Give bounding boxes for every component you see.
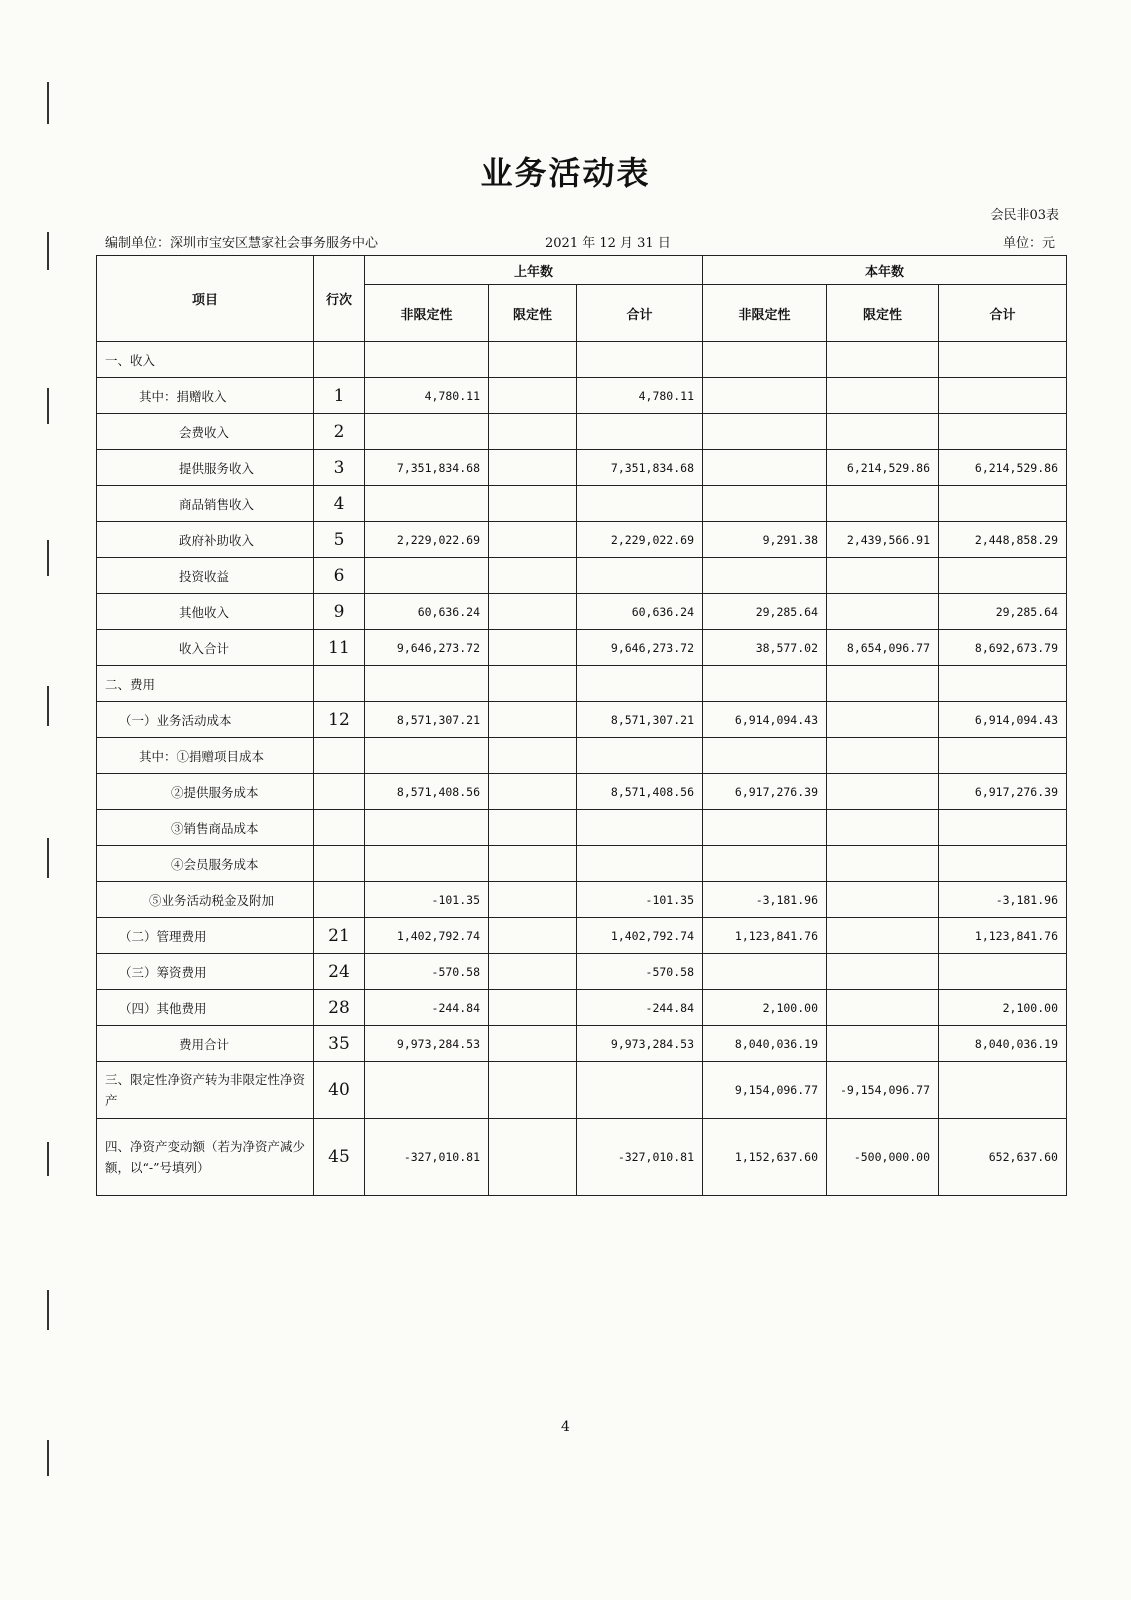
table-row: [97, 594, 1067, 630]
cell-prev-restricted: [489, 1119, 577, 1196]
cell-curr-unrestricted: 2,100.00: [703, 990, 827, 1026]
cell-curr-unrestricted: 29,285.64: [703, 594, 827, 630]
row-label: 其他收入: [97, 594, 314, 630]
row-line-number: 24: [314, 954, 365, 990]
row-label: 提供服务收入: [97, 450, 314, 486]
cell-curr-restricted: 2,439,566.91: [827, 522, 939, 558]
cell-prev-unrestricted: 2,229,022.69: [365, 522, 489, 558]
cell-curr-total: 6,914,094.43: [939, 702, 1067, 738]
cell-curr-total: [939, 846, 1067, 882]
cell-prev-unrestricted: [365, 342, 489, 378]
cell-curr-total: 2,100.00: [939, 990, 1067, 1026]
cell-curr-unrestricted: -3,181.96: [703, 882, 827, 918]
cell-prev-unrestricted: 9,646,273.72: [365, 630, 489, 666]
cell-prev-total: 7,351,834.68: [577, 450, 703, 486]
cell-prev-total: 8,571,408.56: [577, 774, 703, 810]
header-prev-total: 合计: [577, 285, 703, 342]
cell-curr-total: -3,181.96: [939, 882, 1067, 918]
cell-prev-restricted: [489, 666, 577, 702]
header-curr-restricted: 限定性: [827, 285, 939, 342]
currency-unit: 单位：元: [1002, 236, 1055, 251]
cell-prev-restricted: [489, 1062, 577, 1119]
row-line-number: [314, 846, 365, 882]
cell-curr-unrestricted: 9,154,096.77: [703, 1062, 827, 1119]
cell-curr-unrestricted: 1,152,637.60: [703, 1119, 827, 1196]
row-line-number: [314, 666, 365, 702]
cell-prev-unrestricted: [365, 666, 489, 702]
cell-prev-total: [577, 846, 703, 882]
cell-curr-total: [939, 378, 1067, 414]
cell-prev-total: 1,402,792.74: [577, 918, 703, 954]
preparing-organization: 编制单位：深圳市宝安区慧家社会事务服务中心: [105, 236, 379, 251]
table-row: [97, 558, 1067, 594]
table-row: [97, 810, 1067, 846]
meta-row: [105, 232, 1055, 250]
cell-curr-total: 6,214,529.86: [939, 450, 1067, 486]
cell-prev-restricted: [489, 774, 577, 810]
cell-prev-unrestricted: 9,973,284.53: [365, 1026, 489, 1062]
cell-prev-restricted: [489, 918, 577, 954]
row-line-number: 5: [314, 522, 365, 558]
row-line-number: 9: [314, 594, 365, 630]
table-row: [97, 918, 1067, 954]
report-date: 2021 年 12 月 31 日: [545, 236, 671, 251]
cell-curr-total: 8,040,036.19: [939, 1026, 1067, 1062]
cell-prev-total: 8,571,307.21: [577, 702, 703, 738]
cell-curr-total: [939, 954, 1067, 990]
header-prev-year: 上年数: [365, 256, 703, 285]
cell-prev-restricted: [489, 594, 577, 630]
cell-curr-total: [939, 486, 1067, 522]
page-number: 4: [561, 1419, 570, 1435]
scan-mark: [47, 82, 49, 124]
cell-curr-restricted: 8,654,096.77: [827, 630, 939, 666]
cell-curr-total: [939, 342, 1067, 378]
cell-curr-restricted: [827, 1026, 939, 1062]
cell-curr-restricted: -500,000.00: [827, 1119, 939, 1196]
row-label: 费用合计: [97, 1026, 314, 1062]
row-label: 四、净资产变动额（若为净资产减少额，以“-”号填列）: [97, 1119, 314, 1196]
cell-curr-restricted: [827, 918, 939, 954]
table-row: [97, 702, 1067, 738]
row-line-number: 35: [314, 1026, 365, 1062]
row-label: ②提供服务成本: [97, 774, 314, 810]
row-label: 会费收入: [97, 414, 314, 450]
cell-prev-unrestricted: -244.84: [365, 990, 489, 1026]
cell-curr-unrestricted: [703, 666, 827, 702]
cell-curr-total: [939, 1062, 1067, 1119]
cell-curr-unrestricted: 38,577.02: [703, 630, 827, 666]
cell-prev-total: -244.84: [577, 990, 703, 1026]
table-row: [97, 774, 1067, 810]
cell-curr-total: 652,637.60: [939, 1119, 1067, 1196]
cell-curr-unrestricted: [703, 414, 827, 450]
table-row: [97, 378, 1067, 414]
header-row-1: [97, 256, 1067, 285]
row-line-number: 21: [314, 918, 365, 954]
cell-prev-total: [577, 810, 703, 846]
cell-prev-restricted: [489, 846, 577, 882]
cell-prev-unrestricted: -101.35: [365, 882, 489, 918]
header-curr-unrestricted: 非限定性: [703, 285, 827, 342]
cell-prev-restricted: [489, 342, 577, 378]
cell-curr-total: 6,917,276.39: [939, 774, 1067, 810]
table-row: [97, 414, 1067, 450]
cell-prev-total: [577, 342, 703, 378]
table-row: [97, 342, 1067, 378]
cell-curr-restricted: [827, 954, 939, 990]
cell-curr-restricted: [827, 738, 939, 774]
cell-prev-restricted: [489, 414, 577, 450]
cell-prev-unrestricted: [365, 1062, 489, 1119]
cell-curr-total: 8,692,673.79: [939, 630, 1067, 666]
scan-mark: [47, 1142, 49, 1176]
row-line-number: [314, 342, 365, 378]
table-row: [97, 1062, 1067, 1119]
cell-prev-total: [577, 666, 703, 702]
row-line-number: [314, 810, 365, 846]
row-label: 政府补助收入: [97, 522, 314, 558]
cell-curr-restricted: [827, 486, 939, 522]
row-line-number: 12: [314, 702, 365, 738]
cell-curr-restricted: -9,154,096.77: [827, 1062, 939, 1119]
header-curr-year: 本年数: [703, 256, 1067, 285]
cell-prev-restricted: [489, 738, 577, 774]
header-line-no: 行次: [314, 256, 365, 342]
cell-prev-unrestricted: 60,636.24: [365, 594, 489, 630]
table-row: [97, 666, 1067, 702]
cell-prev-restricted: [489, 1026, 577, 1062]
cell-curr-total: [939, 414, 1067, 450]
table-row: [97, 738, 1067, 774]
table-row: [97, 1026, 1067, 1062]
row-label: （一）业务活动成本: [97, 702, 314, 738]
row-label: 二、费用: [97, 666, 314, 702]
row-label: 三、限定性净资产转为非限定性净资产: [97, 1062, 314, 1119]
scan-mark: [47, 838, 49, 878]
cell-curr-unrestricted: [703, 486, 827, 522]
row-label: ④会员服务成本: [97, 846, 314, 882]
table-row: [97, 486, 1067, 522]
row-line-number: 28: [314, 990, 365, 1026]
form-code: 会民非03表: [990, 208, 1059, 223]
cell-prev-total: [577, 486, 703, 522]
cell-curr-total: 1,123,841.76: [939, 918, 1067, 954]
scan-mark: [47, 1290, 49, 1330]
row-label: 商品销售收入: [97, 486, 314, 522]
cell-curr-restricted: [827, 558, 939, 594]
table-row: [97, 846, 1067, 882]
cell-curr-restricted: [827, 378, 939, 414]
cell-curr-unrestricted: 9,291.38: [703, 522, 827, 558]
cell-curr-total: [939, 810, 1067, 846]
table-row: [97, 630, 1067, 666]
row-line-number: [314, 774, 365, 810]
cell-prev-unrestricted: -327,010.81: [365, 1119, 489, 1196]
cell-prev-unrestricted: -570.58: [365, 954, 489, 990]
cell-prev-restricted: [489, 630, 577, 666]
cell-prev-unrestricted: [365, 810, 489, 846]
row-label: 其中：捐赠收入: [97, 378, 314, 414]
row-line-number: 2: [314, 414, 365, 450]
row-line-number: [314, 738, 365, 774]
row-label: 投资收益: [97, 558, 314, 594]
cell-prev-total: -101.35: [577, 882, 703, 918]
cell-prev-unrestricted: 8,571,408.56: [365, 774, 489, 810]
scan-mark: [47, 388, 49, 424]
cell-curr-unrestricted: [703, 846, 827, 882]
cell-curr-total: [939, 738, 1067, 774]
cell-prev-unrestricted: 7,351,834.68: [365, 450, 489, 486]
cell-prev-total: -570.58: [577, 954, 703, 990]
cell-curr-unrestricted: [703, 558, 827, 594]
row-label: ③销售商品成本: [97, 810, 314, 846]
table-row: [97, 450, 1067, 486]
scan-mark: [47, 540, 49, 576]
cell-prev-restricted: [489, 378, 577, 414]
row-label: 其中：①捐赠项目成本: [97, 738, 314, 774]
cell-prev-unrestricted: 8,571,307.21: [365, 702, 489, 738]
cell-prev-total: [577, 1062, 703, 1119]
cell-prev-total: [577, 738, 703, 774]
cell-prev-unrestricted: [365, 846, 489, 882]
cell-prev-restricted: [489, 810, 577, 846]
scan-mark: [47, 686, 49, 726]
row-line-number: [314, 882, 365, 918]
cell-prev-total: [577, 414, 703, 450]
table-row: [97, 1119, 1067, 1196]
cell-prev-restricted: [489, 990, 577, 1026]
cell-curr-restricted: [827, 846, 939, 882]
cell-prev-restricted: [489, 954, 577, 990]
table-row: [97, 882, 1067, 918]
table-row: [97, 990, 1067, 1026]
cell-curr-unrestricted: 8,040,036.19: [703, 1026, 827, 1062]
cell-curr-restricted: [827, 990, 939, 1026]
row-line-number: 40: [314, 1062, 365, 1119]
header-prev-unrestricted: 非限定性: [365, 285, 489, 342]
cell-curr-total: [939, 558, 1067, 594]
cell-curr-unrestricted: [703, 450, 827, 486]
row-label: （三）筹资费用: [97, 954, 314, 990]
cell-curr-total: 29,285.64: [939, 594, 1067, 630]
cell-prev-unrestricted: [365, 486, 489, 522]
cell-curr-restricted: [827, 342, 939, 378]
row-line-number: 4: [314, 486, 365, 522]
row-label: （四）其他费用: [97, 990, 314, 1026]
cell-curr-restricted: 6,214,529.86: [827, 450, 939, 486]
row-label: 收入合计: [97, 630, 314, 666]
cell-curr-unrestricted: 1,123,841.76: [703, 918, 827, 954]
cell-curr-unrestricted: [703, 738, 827, 774]
table-row: [97, 522, 1067, 558]
table-body: [97, 342, 1067, 1196]
row-line-number: 45: [314, 1119, 365, 1196]
activity-statement-table: [96, 255, 1067, 1196]
cell-curr-total: 2,448,858.29: [939, 522, 1067, 558]
row-line-number: 1: [314, 378, 365, 414]
cell-curr-unrestricted: [703, 954, 827, 990]
cell-curr-restricted: [827, 774, 939, 810]
cell-prev-total: 9,973,284.53: [577, 1026, 703, 1062]
cell-curr-restricted: [827, 702, 939, 738]
cell-prev-restricted: [489, 558, 577, 594]
cell-prev-restricted: [489, 450, 577, 486]
cell-curr-unrestricted: [703, 810, 827, 846]
document-title: 业务活动表: [480, 154, 651, 192]
header-curr-total: 合计: [939, 285, 1067, 342]
cell-prev-unrestricted: [365, 738, 489, 774]
cell-curr-unrestricted: [703, 378, 827, 414]
header-item: 项目: [97, 256, 314, 342]
cell-prev-unrestricted: 4,780.11: [365, 378, 489, 414]
row-line-number: 3: [314, 450, 365, 486]
cell-prev-unrestricted: [365, 558, 489, 594]
cell-curr-unrestricted: 6,917,276.39: [703, 774, 827, 810]
cell-prev-restricted: [489, 486, 577, 522]
row-label: （二）管理费用: [97, 918, 314, 954]
cell-curr-unrestricted: 6,914,094.43: [703, 702, 827, 738]
cell-curr-restricted: [827, 414, 939, 450]
table-row: [97, 954, 1067, 990]
cell-prev-restricted: [489, 522, 577, 558]
row-line-number: 6: [314, 558, 365, 594]
cell-prev-total: 60,636.24: [577, 594, 703, 630]
cell-curr-total: [939, 666, 1067, 702]
row-line-number: 11: [314, 630, 365, 666]
cell-curr-restricted: [827, 594, 939, 630]
row-label: ⑤业务活动税金及附加: [97, 882, 314, 918]
cell-prev-restricted: [489, 702, 577, 738]
cell-prev-unrestricted: 1,402,792.74: [365, 918, 489, 954]
cell-prev-total: [577, 558, 703, 594]
cell-curr-restricted: [827, 810, 939, 846]
scan-mark: [47, 1440, 49, 1476]
cell-curr-restricted: [827, 666, 939, 702]
row-label: 一、收入: [97, 342, 314, 378]
cell-prev-total: -327,010.81: [577, 1119, 703, 1196]
cell-prev-restricted: [489, 882, 577, 918]
scan-mark: [47, 232, 49, 270]
header-prev-restricted: 限定性: [489, 285, 577, 342]
cell-prev-total: 4,780.11: [577, 378, 703, 414]
cell-curr-restricted: [827, 882, 939, 918]
cell-prev-unrestricted: [365, 414, 489, 450]
cell-prev-total: 2,229,022.69: [577, 522, 703, 558]
cell-curr-unrestricted: [703, 342, 827, 378]
cell-prev-total: 9,646,273.72: [577, 630, 703, 666]
